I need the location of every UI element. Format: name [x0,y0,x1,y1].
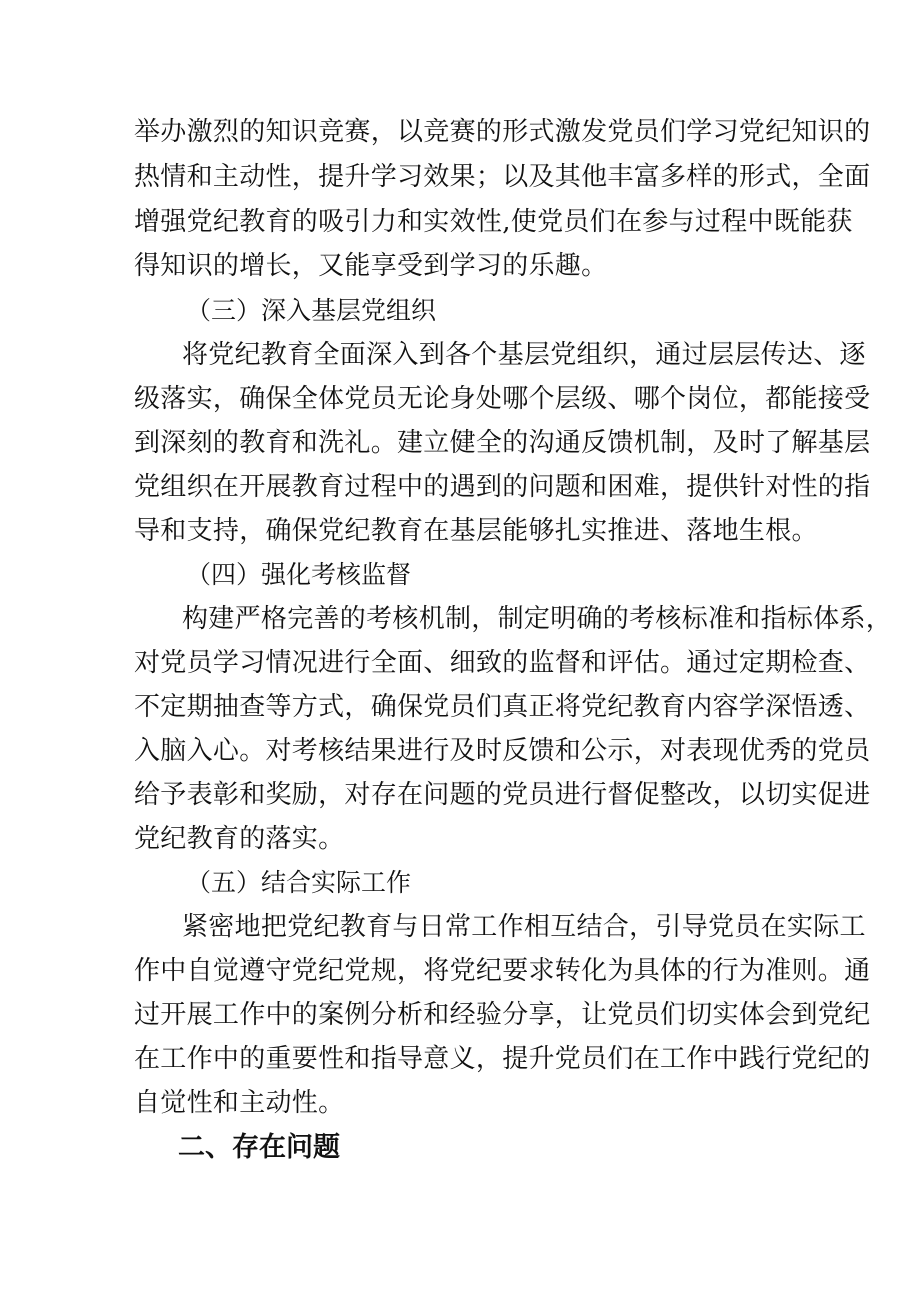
paragraph-line: 入脑入心。对考核结果进行及时反馈和公示，对表现优秀的党员 [134,736,871,766]
paragraph-line: 过开展工作中的案例分析和经验分享，让党员们切实体会到党纪 [134,1000,871,1030]
paragraph-line: 增强党纪教育的吸引力和实效性,使党员们在参与过程中既能获 [134,207,853,237]
paragraph-line: 党组织在开展教育过程中的遇到的问题和困难，提供针对性的指 [134,472,871,502]
paragraph-line: 举办激烈的知识竞赛，以竞赛的形式激发党员们学习党纪知识的 [134,117,871,147]
paragraph-line: 给予表彰和奖励，对存在问题的党员进行督促整改，以切实促进 [134,780,871,810]
paragraph-line: 对党员学习情况进行全面、细致的监督和评估。通过定期检查、 [134,648,871,678]
subheading-four: （四）强化考核监督 [186,560,412,589]
paragraph-line: 不定期抽查等方式，确保党员们真正将党纪教育内容学深悟透、 [134,692,871,722]
paragraph-line: 得知识的增长，又能享受到学习的乐趣。 [134,251,608,281]
paragraph-line: 导和支持，确保党纪教育在基层能够扎实推进、落地生根。 [134,516,818,546]
paragraph-line: 在工作中的重要性和指导意义，提升党员们在工作中践行党纪的 [134,1044,871,1074]
subheading-three: （三）深入基层党组织 [186,296,437,325]
subheading-five: （五）结合实际工作 [186,868,412,897]
paragraph-line: 构建严格完善的考核机制，制定明确的考核标准和指标体系， [182,604,893,634]
section-heading-two: 二、存在问题 [178,1132,340,1163]
paragraph-line: 紧密地把党纪教育与日常工作相互结合，引导党员在实际工 [182,912,866,942]
paragraph-line: 热情和主动性，提升学习效果；以及其他丰富多样的形式，全面 [134,162,871,192]
paragraph-line: 自觉性和主动性。 [134,1088,345,1118]
paragraph-line: 到深刻的教育和洗礼。建立健全的沟通反馈机制，及时了解基层 [134,428,871,458]
paragraph-line: 级落实，确保全体党员无论身处哪个层级、哪个岗位，都能接受 [134,384,871,414]
paragraph-line: 党纪教育的落实。 [134,824,345,854]
paragraph-line: 将党纪教育全面深入到各个基层党组织，通过层层传达、逐 [182,340,866,370]
paragraph-line: 作中自觉遵守党纪党规，将党纪要求转化为具体的行为准则。通 [134,956,871,986]
